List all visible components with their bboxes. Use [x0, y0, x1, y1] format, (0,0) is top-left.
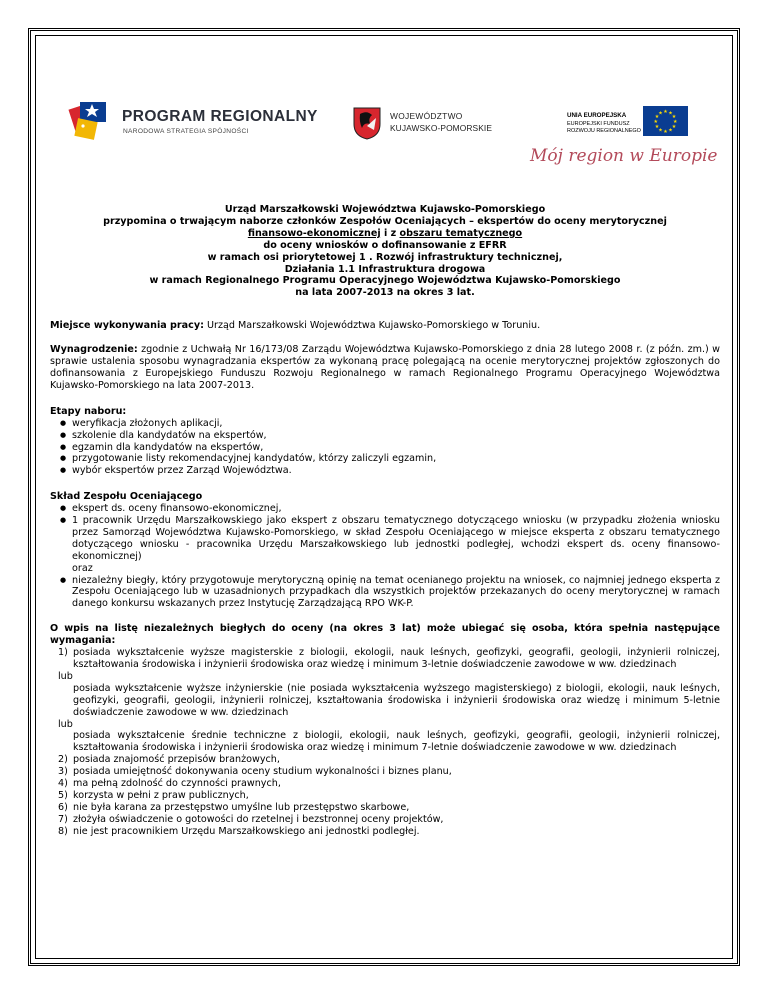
- req-number: 7): [58, 813, 68, 825]
- req-text: nie jest pracownikiem Urzędu Marszałkowskiego ani jednostki podległej.: [73, 825, 420, 837]
- heading-line-2: przypomina o trwającym naborze członków Zespołów Oceniających – ekspertów do oceny merytorycznej: [103, 215, 667, 227]
- heading-line-4: do oceny wniosków o dofinansowanie z EFRR: [263, 239, 507, 251]
- heading-line-6: Działania 1.1 Infrastruktura drogowa: [284, 263, 486, 275]
- region-griffin-crest-icon: [350, 104, 384, 140]
- heading-thematic-underlined: obszaru tematycznego: [399, 227, 523, 239]
- req-text: nie była karana za przestępstwo umyślne lub przestępstwo skarbowe,: [73, 801, 410, 813]
- announcement-heading: [50, 204, 720, 299]
- announcement-body: [50, 204, 720, 838]
- list-item: ● niezależny biegły, który przygotowuje merytoryczną opinię na temat ocenianego projektu na wniosek, co najmniej jednego eksperta z Zespołu Oceniającego lub w uzasadnionych przypadkach dla wszystkich projektów przekazanych do oceny merytorycznej w ramach danego konkursu wskazanych przez Instytucję Zarządzającą RPO WK-P.: [60, 575, 720, 611]
- stages-list: [50, 418, 720, 478]
- svg-text:★: ★: [663, 129, 668, 135]
- stages-label: Etapy naboru:: [50, 405, 127, 417]
- svg-text:★: ★: [663, 109, 668, 115]
- list-item: ● egzamin dla kandydatów na ekspertów,: [60, 442, 720, 454]
- req-number: 6): [58, 801, 68, 813]
- list-item: [60, 515, 720, 575]
- list-item: [58, 778, 720, 790]
- requirements-intro: [50, 623, 720, 647]
- heading-line-8: na lata 2007-2013 na okres 3 lat.: [295, 287, 475, 299]
- req-number: 8): [58, 825, 68, 837]
- heading-line-1: Urząd Marszałkowski Województwa Kujawsko-Pomorskiego: [224, 204, 546, 215]
- region-slogan: Mój region w Europie: [530, 146, 718, 166]
- list-item: [58, 814, 720, 826]
- svg-text:★: ★: [671, 114, 677, 120]
- heading-connector: i z: [380, 227, 400, 239]
- svg-text:★: ★: [668, 127, 673, 134]
- svg-text:★: ★: [671, 124, 677, 130]
- req-text: posiada umiejętność dokonywania oceny studium wykonalności i biznes planu,: [73, 766, 452, 778]
- salary-text: zgodnie z Uchwałą Nr 16/173/08 Zarządu Województwa Kujawsko-Pomorskiego z dnia 28 lutego 2008 r. (z późn. zm.) w sprawie ustalenia sposobu wynagradzania ekspertów za wykonaną pracę polegającą na ocenie merytorycznej projektów zgłoszonych do dofinansowania z Europejskiego Funduszu Rozwoju Regionalnego w ramach Regionalnego Programu Operacyjnego Województwa Kujawsko-Pomorskiego na lata 2007-2013.: [50, 344, 720, 391]
- program-subtitle: NARODOWA STRATEGIA SPÓJNOŚCI: [123, 128, 249, 135]
- req-number: 1): [58, 647, 68, 659]
- eu-logo: [560, 102, 710, 142]
- heading-financial-underlined: finansowo-ekonomicznej: [247, 227, 381, 239]
- eu-line3: ROZWOJU REGIONALNEGO: [567, 128, 641, 134]
- req-alternative: posiada wykształcenie średnie techniczne z biologii, ekologii, nauk leśnych, geofizyki, geografii, geologii, inżynierii rolniczej, kształtowania środowiska i inżynierii środowiska oraz wiedzę i minimum 7-letnie doświadczenie zawodowe w ww. dziedzinach: [73, 730, 720, 754]
- region-line2: KUJAWSKO-POMORSKIE: [390, 123, 493, 133]
- req-text: posiada znajomość przepisów branżowych,: [73, 754, 280, 766]
- workplace-paragraph: [50, 320, 720, 332]
- req-number: 2): [58, 754, 68, 766]
- svg-text:★: ★: [658, 110, 663, 117]
- salary-label: Wynagrodzenie:: [50, 344, 138, 356]
- list-item: [58, 754, 720, 766]
- req-text: złożyła oświadczenie o gotowości do rzetelnej i bezstronnej oceny projektów,: [73, 813, 444, 825]
- heading-line-3: [50, 228, 720, 240]
- logo-bar: [60, 90, 718, 180]
- svg-text:★: ★: [668, 110, 673, 117]
- req-number: 3): [58, 766, 68, 778]
- list-item: [58, 802, 720, 814]
- list-item: ● szkolenie dla kandydatów na ekspertów,: [60, 430, 720, 442]
- req-text: ma pełną zdolność do czynności prawnych,: [73, 778, 281, 790]
- team-item-2-text: 1 pracownik Urzędu Marszałkowskiego jako ekspert z obszaru tematycznego dotyczącego wniosku (w przypadku złożenia wniosku przez Samorząd Województwa Kujawsko-Pomorskiego, w skład Zespołu Oceniającego w miejsce eksperta z obszaru tematycznego dotyczącego wniosku - pracownika Urzędu Marszałkowskiego lub jednostki podległej, wchodzi ekspert ds. oceny finansowo-ekonomicznej): [72, 515, 720, 562]
- or-label: lub: [58, 718, 73, 730]
- req-text: posiada wykształcenie wyższe magisterskie z biologii, ekologii, nauk leśnych, geofizyki, geografii, geologii, inżynierii rolniczej, kształtowania środowiska i inżynierii środowiska oraz wiedzę i minimum 3-letnie doświadczenie zawodowe w ww. dziedzinach: [73, 647, 720, 670]
- list-item: [58, 790, 720, 802]
- req-number: 4): [58, 778, 68, 790]
- team-label: Skład Zespołu Oceniającego: [50, 491, 203, 503]
- workplace-text: Urząd Marszałkowski Województwa Kujawsko-Pomorskiego w Toruniu.: [203, 320, 541, 332]
- eu-line2: EUROPEJSKI FUNDUSZ: [567, 121, 630, 127]
- program-regionalny-logo: [68, 96, 318, 142]
- requirements-list: [50, 647, 720, 838]
- region-line1: WOJEWÓDZTWO: [390, 111, 463, 121]
- svg-text:★: ★: [654, 124, 660, 130]
- program-title: PROGRAM REGIONALNY: [122, 108, 318, 125]
- salary-paragraph: [50, 344, 720, 392]
- list-item: [58, 826, 720, 838]
- list-item: ● weryfikacja złożonych aplikacji,: [60, 418, 720, 430]
- req-alternative: posiada wykształcenie wyższe inżynierskie (nie posiada wykształcenia wyższego magisterskiego) z biologii, ekologii, nauk leśnych, geofizyki, geografii, geologii, inżynierii rolniczej, kształtowania środowiska i inżynierii środowiska oraz wiedzę i minimum 5-letnie doświadczenie zawodowe w ww. dziedzinach: [73, 682, 720, 718]
- requirements-intro-text: O wpis na listę niezależnych biegłych do oceny (na okres 3 lat) może ubiegać się osoba, która spełnia następujące wymagania:: [50, 623, 720, 647]
- heading-line-5: w ramach osi priorytetowej 1 . Rozwój infrastruktury technicznej,: [207, 251, 563, 263]
- stages-section: [50, 406, 720, 418]
- region-logo: [350, 104, 500, 144]
- team-oraz: oraz: [72, 562, 93, 574]
- heading-line-7: w ramach Regionalnego Programu Operacyjnego Województwa Kujawsko-Pomorskiego: [149, 275, 621, 287]
- list-item: ● ekspert ds. oceny finansowo-ekonomicznej,: [60, 503, 720, 515]
- svg-text:★: ★: [654, 114, 660, 120]
- req-text: korzysta w pełni z praw publicznych,: [73, 789, 249, 801]
- svg-text:★: ★: [658, 127, 663, 134]
- eu-line1: UNIA EUROPEJSKA: [567, 112, 627, 119]
- req-number: 5): [58, 789, 68, 801]
- team-section: [50, 491, 720, 503]
- program-regionalny-emblem-icon: [68, 96, 116, 144]
- svg-text:★: ★: [673, 119, 678, 125]
- list-item: ● wybór ekspertów przez Zarząd Województwa.: [60, 465, 720, 477]
- svg-text:★: ★: [653, 119, 658, 125]
- or-label: lub: [58, 670, 73, 682]
- eu-flag-icon: [643, 106, 688, 136]
- list-item: [58, 766, 720, 778]
- list-item: ● przygotowanie listy rekomendacyjnej kandydatów, którzy zaliczyli egzamin,: [60, 453, 720, 465]
- workplace-label: Miejsce wykonywania pracy:: [50, 320, 204, 332]
- list-item: [58, 647, 720, 671]
- team-list: [50, 503, 720, 610]
